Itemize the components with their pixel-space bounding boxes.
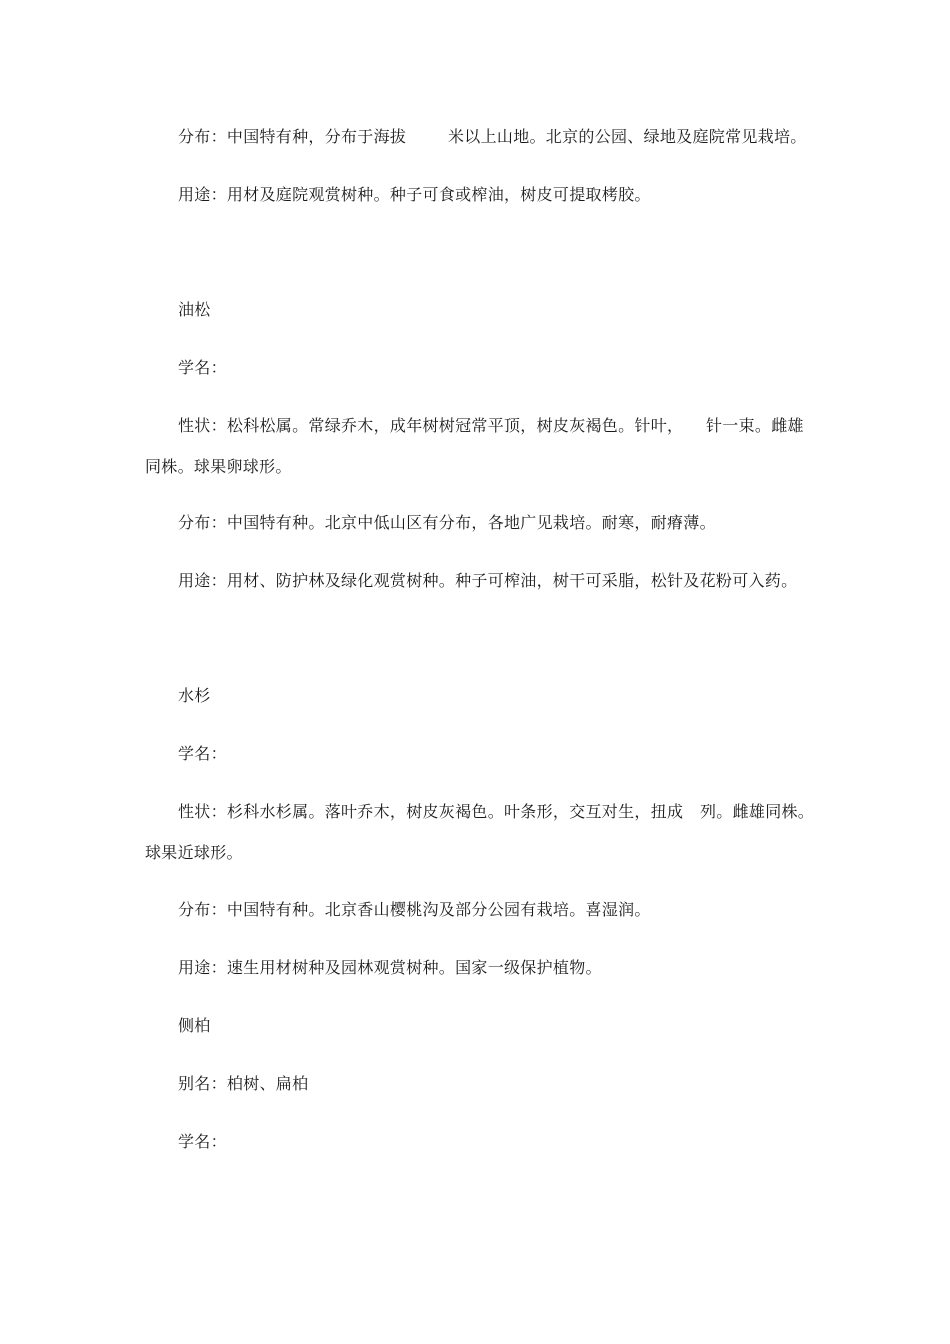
scientific-name-line: 学名： bbox=[178, 744, 227, 763]
species-title-cebai: 侧柏 bbox=[178, 1016, 211, 1035]
usage-line: 用途：速生用材树种及园林观赏树种。国家一级保护植物。 bbox=[178, 958, 602, 977]
species-title-shuishan: 水杉 bbox=[178, 686, 211, 705]
scientific-name-line: 学名： bbox=[178, 358, 227, 377]
usage-line: 用途：用材及庭院观赏树种。种子可食或榨油，树皮可提取栲胶。 bbox=[178, 185, 651, 204]
traits-line-part2: 列。雌雄同株。 bbox=[700, 802, 815, 821]
traits-line-part1: 性状：杉科水杉属。落叶乔木，树皮灰褐色。叶条形，交互对生，扭成 bbox=[178, 802, 684, 821]
distribution-line-part2: 米以上山地。北京的公园、绿地及庭院常见栽培。 bbox=[448, 127, 807, 146]
species-title-yousong: 油松 bbox=[178, 300, 211, 319]
distribution-line-part1: 分布：中国特有种，分布于海拔 bbox=[178, 127, 407, 146]
alias-line: 别名：柏树、扁柏 bbox=[178, 1074, 309, 1093]
distribution-line: 分布：中国特有种。北京香山樱桃沟及部分公园有栽培。喜湿润。 bbox=[178, 900, 651, 919]
traits-line-continued: 同株。球果卵球形。 bbox=[145, 457, 292, 476]
distribution-line: 分布：中国特有种。北京中低山区有分布，各地广见栽培。耐寒，耐瘠薄。 bbox=[178, 513, 716, 532]
scientific-name-line: 学名： bbox=[178, 1132, 227, 1151]
usage-line: 用途：用材、防护林及绿化观赏树种。种子可榨油，树干可采脂，松针及花粉可入药。 bbox=[178, 571, 798, 590]
traits-line-part1: 性状：松科松属。常绿乔木，成年树树冠常平顶，树皮灰褐色。针叶， bbox=[178, 416, 684, 435]
traits-line-part2: 针一束。雌雄 bbox=[706, 416, 804, 435]
traits-line-continued: 球果近球形。 bbox=[145, 843, 243, 862]
